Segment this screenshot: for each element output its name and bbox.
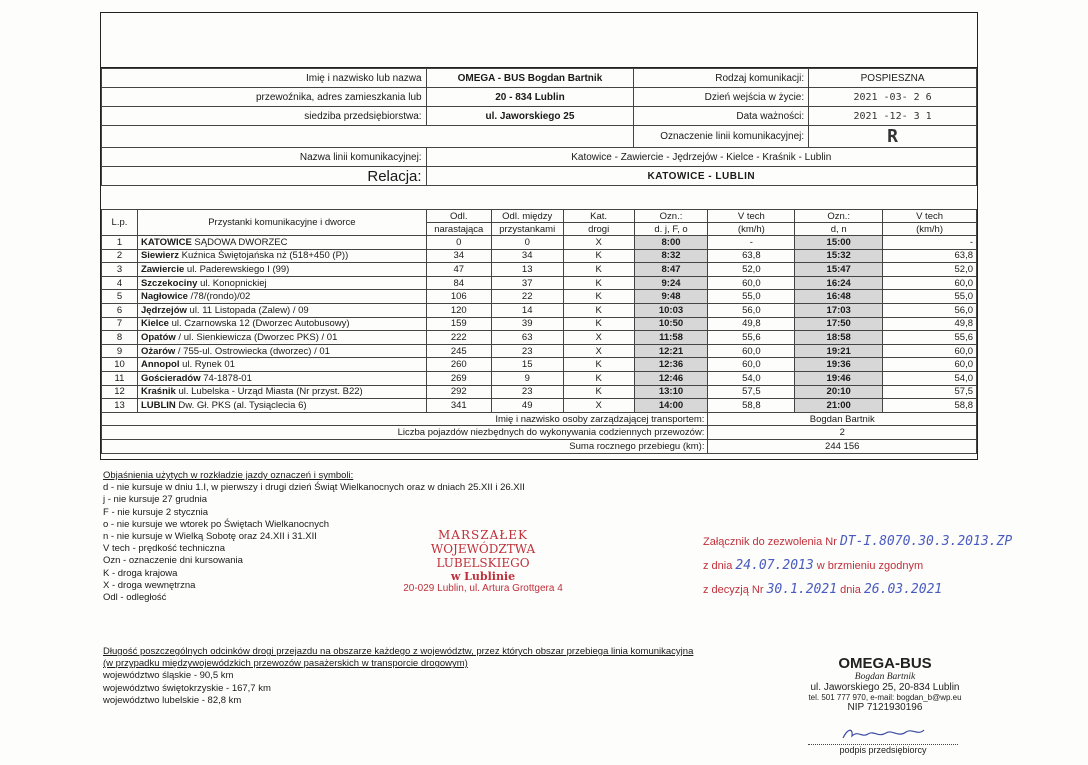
stop-detail: ul. Lubelska - Urząd Miasta (Nr przyst. B22) <box>175 386 363 398</box>
annex-permit-number: DT-I.8070.30.3.2013.ZP <box>839 534 1013 549</box>
row-lp: 7 <box>102 317 138 331</box>
row-stop <box>137 249 426 263</box>
table-row <box>102 303 977 317</box>
row-time-1: 13:10 <box>634 385 708 399</box>
stop-town: LUBLIN <box>140 399 176 411</box>
row-vtech-2: 55,0 <box>883 290 977 304</box>
row-kat: K <box>563 276 634 290</box>
stop-detail: ul. Konopnickiej <box>197 277 267 289</box>
table-row <box>102 290 977 304</box>
row-odl: 341 <box>426 399 491 413</box>
carrier-name: OMEGA - BUS Bogdan Bartnik <box>426 69 634 88</box>
row-vtech-2: 63,8 <box>883 249 977 263</box>
annex-note <box>703 530 1012 602</box>
col-kat-1: Kat. <box>563 210 634 223</box>
mileage-label: Suma rocznego przebiegu (km): <box>102 439 708 453</box>
note-item: F - nie kursuje 2 stycznia <box>103 506 209 518</box>
row-odl: 222 <box>426 331 491 345</box>
annex-l1-prefix: Załącznik do zezwolenia Nr <box>703 536 837 548</box>
row-odl: 47 <box>426 263 491 277</box>
line-code-label: Oznaczenie linii komunikacyjnej: <box>634 126 809 148</box>
stamp-line-2: WOJEWÓDZTWA LUBELSKIEGO <box>430 542 536 570</box>
row-kat: K <box>563 317 634 331</box>
annex-l2-suffix: w brzmieniu zgodnym <box>816 560 924 572</box>
stop-detail: Dw. Gł. PKS (al. Tysiąclecia 6) <box>175 399 307 411</box>
valid-label: Data ważności: <box>634 107 809 126</box>
row-time-1: 11:58 <box>634 331 708 345</box>
row-odl: 34 <box>426 249 491 263</box>
col-vt2-1: V tech <box>883 210 977 223</box>
type-label: Rodzaj komunikacji: <box>634 69 809 88</box>
row-stop <box>137 385 426 399</box>
stop-town: Siewierz <box>140 250 179 262</box>
start-date: 2021 -03- 2 6 <box>809 88 977 107</box>
signature-label: podpis przedsiębiorcy <box>839 745 927 755</box>
stop-town: Zawiercie <box>140 263 185 275</box>
row-time-2: 20:10 <box>795 385 883 399</box>
row-vtech-1: 58,8 <box>708 399 795 413</box>
stop-town: Opatów <box>140 331 176 343</box>
row-odl: 292 <box>426 385 491 399</box>
timetable-table <box>101 209 977 454</box>
row-vtech-1: 60,0 <box>708 358 795 372</box>
col-odl-n-2: narastająca <box>426 223 491 236</box>
stamp-line-4: 20-029 Lublin, ul. Artura Grottgera 4 <box>403 583 563 594</box>
row-time-2: 17:03 <box>795 303 883 317</box>
row-mid: 13 <box>491 263 563 277</box>
row-vtech-2: 49,8 <box>883 317 977 331</box>
row-odl: 159 <box>426 317 491 331</box>
stop-town: Gościeradów <box>140 372 201 384</box>
stop-town: Ożarów <box>140 345 176 357</box>
carrier-label-3: siedziba przedsiębiorstwa: <box>102 107 427 126</box>
row-stop <box>137 358 426 372</box>
col-stops: Przystanki komunikacyjne i dworce <box>137 210 426 236</box>
row-time-1: 10:03 <box>634 303 708 317</box>
row-vtech-2: - <box>883 236 977 250</box>
row-vtech-2: 56,0 <box>883 303 977 317</box>
table-row <box>102 344 977 358</box>
stop-detail: SĄDOWA DWORZEC <box>191 236 288 248</box>
row-time-1: 12:46 <box>634 371 708 385</box>
row-time-2: 16:48 <box>795 290 883 304</box>
stop-detail: /78/(rondo)/02 <box>187 291 251 303</box>
carrier-info-table <box>101 68 977 186</box>
row-odl: 0 <box>426 236 491 250</box>
signature-block <box>808 726 958 755</box>
row-kat: K <box>563 303 634 317</box>
row-lp: 9 <box>102 344 138 358</box>
row-vtech-1: 55,0 <box>708 290 795 304</box>
row-time-2: 19:36 <box>795 358 883 372</box>
row-vtech-1: 60,0 <box>708 276 795 290</box>
annex-l3-prefix: z decyzją Nr <box>703 584 764 596</box>
row-vtech-1: 57,5 <box>708 385 795 399</box>
note-item: Odl - odległość <box>103 592 167 604</box>
row-time-1: 10:50 <box>634 317 708 331</box>
type-value: POSPIESZNA <box>809 69 977 88</box>
company-stamp <box>790 655 980 713</box>
row-stop <box>137 399 426 413</box>
row-stop <box>137 303 426 317</box>
row-odl: 106 <box>426 290 491 304</box>
col-ozn2-1: Ozn.: <box>795 210 883 223</box>
mileage-value: 244 156 <box>708 439 977 453</box>
company-nip: NIP 7121930196 <box>847 702 923 713</box>
row-time-1: 14:00 <box>634 399 708 413</box>
distance-item: województwo śląskie - 90,5 km <box>103 670 234 682</box>
row-lp: 11 <box>102 371 138 385</box>
row-vtech-1: 49,8 <box>708 317 795 331</box>
row-time-1: 12:36 <box>634 358 708 372</box>
stop-detail: / 755-ul. Ostrowiecka (dworzec) / 01 <box>175 345 330 357</box>
stop-town: Szczekociny <box>140 277 198 289</box>
col-odl-m-2: przystankami <box>491 223 563 236</box>
row-vtech-1: - <box>708 236 795 250</box>
manager-label: Imię i nazwisko osoby zarządzającej transportem: <box>102 412 708 426</box>
row-vtech-2: 58,8 <box>883 399 977 413</box>
row-mid: 22 <box>491 290 563 304</box>
carrier-label-1: Imię i nazwisko lub nazwa <box>102 69 427 88</box>
row-mid: 63 <box>491 331 563 345</box>
row-vtech-1: 60,0 <box>708 344 795 358</box>
row-time-2: 15:32 <box>795 249 883 263</box>
timetable-frame <box>100 12 978 460</box>
col-lp: L.p. <box>102 210 138 236</box>
row-lp: 4 <box>102 276 138 290</box>
row-time-2: 15:00 <box>795 236 883 250</box>
note-item: Ozn - oznaczenie dni kursowania <box>103 555 243 567</box>
stamp-line-1: MARSZAŁEK <box>438 528 528 542</box>
row-lp: 10 <box>102 358 138 372</box>
row-mid: 23 <box>491 344 563 358</box>
row-kat: K <box>563 371 634 385</box>
row-stop <box>137 344 426 358</box>
line-code: R <box>809 126 977 148</box>
marshal-stamp <box>388 528 578 594</box>
row-stop <box>137 317 426 331</box>
stop-detail: Kuźnica Świętojańska nż (518+450 (P)) <box>178 250 349 262</box>
row-kat: X <box>563 399 634 413</box>
header-blank-area <box>101 13 977 68</box>
row-vtech-1: 52,0 <box>708 263 795 277</box>
row-kat: K <box>563 385 634 399</box>
table-row <box>102 385 977 399</box>
distance-item: województwo świętokrzyskie - 167,7 km <box>103 682 271 694</box>
row-vtech-2: 54,0 <box>883 371 977 385</box>
row-time-2: 19:46 <box>795 371 883 385</box>
row-vtech-2: 60,0 <box>883 358 977 372</box>
table-row <box>102 236 977 250</box>
annex-permit-date: 24.07.2013 <box>735 558 814 573</box>
row-time-1: 12:21 <box>634 344 708 358</box>
row-lp: 3 <box>102 263 138 277</box>
relation-value: KATOWICE - LUBLIN <box>426 167 976 186</box>
row-odl: 260 <box>426 358 491 372</box>
line-name: Katowice - Zawiercie - Jędrzejów - Kielce - Kraśnik - Lublin <box>426 148 976 167</box>
row-time-2: 16:24 <box>795 276 883 290</box>
row-lp: 2 <box>102 249 138 263</box>
col-ozn1-1: Ozn.: <box>634 210 708 223</box>
row-mid: 15 <box>491 358 563 372</box>
stop-town: Kraśnik <box>140 386 176 398</box>
row-kat: X <box>563 236 634 250</box>
col-vt1-2: (km/h) <box>708 223 795 236</box>
row-time-1: 8:32 <box>634 249 708 263</box>
row-kat: K <box>563 290 634 304</box>
stop-town: KATOWICE <box>140 236 192 248</box>
row-kat: K <box>563 249 634 263</box>
stop-town: Nagłowice <box>140 291 188 303</box>
row-odl: 245 <box>426 344 491 358</box>
row-lp: 12 <box>102 385 138 399</box>
row-kat: K <box>563 358 634 372</box>
signature-scribble <box>838 726 928 742</box>
stop-detail: ul. Paderewskiego I (99) <box>184 263 290 275</box>
blank-cell <box>102 126 427 148</box>
stop-town: Jędrzejów <box>140 304 187 316</box>
row-kat: X <box>563 331 634 345</box>
company-owner: Bogdan Bartnik <box>854 672 916 682</box>
row-stop <box>137 263 426 277</box>
table-row <box>102 263 977 277</box>
row-time-2: 17:50 <box>795 317 883 331</box>
stop-detail: ul. 11 Listopada (Zalew) / 09 <box>186 304 309 316</box>
row-mid: 37 <box>491 276 563 290</box>
row-time-2: 21:00 <box>795 399 883 413</box>
row-stop <box>137 276 426 290</box>
row-time-1: 9:48 <box>634 290 708 304</box>
row-lp: 13 <box>102 399 138 413</box>
table-row <box>102 331 977 345</box>
row-lp: 6 <box>102 303 138 317</box>
row-stop <box>137 331 426 345</box>
row-mid: 0 <box>491 236 563 250</box>
row-vtech-2: 57,5 <box>883 385 977 399</box>
row-vtech-2: 55,6 <box>883 331 977 345</box>
row-odl: 120 <box>426 303 491 317</box>
vehicles-label: Liczba pojazdów niezbędnych do wykonywania codziennych przewozów: <box>102 426 708 440</box>
note-item: X - droga wewnętrzna <box>103 579 196 591</box>
notes-title: Objaśnienia użytych w rozkładzie jazdy oznaczeń i symboli: <box>103 470 354 481</box>
table-row <box>102 317 977 331</box>
row-time-1: 9:24 <box>634 276 708 290</box>
timetable-rows <box>102 236 977 413</box>
row-vtech-1: 56,0 <box>708 303 795 317</box>
start-label: Dzień wejścia w życie: <box>634 88 809 107</box>
stop-detail: / ul. Sienkiewicza (Dworzec PKS) / 01 <box>175 331 338 343</box>
table-row <box>102 276 977 290</box>
note-item: n - nie kursuje w Wielką Sobotę oraz 24.XII i 31.XII <box>103 531 317 543</box>
carrier-street: ul. Jaworskiego 25 <box>426 107 634 126</box>
stop-town: Kielce <box>140 318 169 330</box>
route-distances <box>103 646 693 707</box>
stop-detail: ul. Rynek 01 <box>179 359 235 371</box>
row-lp: 5 <box>102 290 138 304</box>
row-lp: 8 <box>102 331 138 345</box>
blank-cell <box>426 126 634 148</box>
stop-town: Annopol <box>140 359 180 371</box>
col-vt2-2: (km/h) <box>883 223 977 236</box>
row-mid: 23 <box>491 385 563 399</box>
col-odl-n-1: Odl. <box>426 210 491 223</box>
company-address: ul. Jaworskiego 25, 20-834 Lublin <box>810 682 960 693</box>
col-odl-m-1: Odl. między <box>491 210 563 223</box>
relation-label: Relacja: <box>102 167 427 186</box>
row-stop <box>137 236 426 250</box>
note-item: K - droga krajowa <box>103 567 178 579</box>
manager-value: Bogdan Bartnik <box>708 412 977 426</box>
carrier-label-2: przewoźnika, adres zamieszkania lub <box>102 88 427 107</box>
table-row <box>102 358 977 372</box>
col-vt1-1: V tech <box>708 210 795 223</box>
carrier-city: 20 - 834 Lublin <box>426 88 634 107</box>
row-mid: 34 <box>491 249 563 263</box>
annex-decision-date: 26.03.2021 <box>863 582 943 597</box>
table-row <box>102 399 977 413</box>
row-time-1: 8:47 <box>634 263 708 277</box>
vehicles-value: 2 <box>708 426 977 440</box>
row-vtech-1: 55,6 <box>708 331 795 345</box>
row-time-2: 18:58 <box>795 331 883 345</box>
row-vtech-1: 63,8 <box>708 249 795 263</box>
row-odl: 84 <box>426 276 491 290</box>
row-vtech-1: 54,0 <box>708 371 795 385</box>
distances-title-1: Długość poszczególnych odcinków drogi przejazdu na obszarze każdego z województw, przez których obszar przebiega linia komunikacyjna <box>103 646 694 657</box>
row-time-2: 15:47 <box>795 263 883 277</box>
row-kat: K <box>563 263 634 277</box>
row-mid: 9 <box>491 371 563 385</box>
valid-date: 2021 -12- 3 1 <box>809 107 977 126</box>
row-mid: 39 <box>491 317 563 331</box>
row-mid: 49 <box>491 399 563 413</box>
col-ozn1-2: d. j, F, o <box>634 223 708 236</box>
table-row <box>102 371 977 385</box>
row-time-1: 8:00 <box>634 236 708 250</box>
stop-detail: 74-1878-01 <box>200 372 252 384</box>
row-vtech-2: 60,0 <box>883 344 977 358</box>
stop-detail: ul. Czarnowska 12 (Dworzec Autobusowy) <box>168 318 350 330</box>
row-vtech-2: 60,0 <box>883 276 977 290</box>
annex-l3-mid: dnia <box>840 584 861 596</box>
row-time-2: 19:21 <box>795 344 883 358</box>
distances-title-2: (w przypadku międzywojewódzkich przewozów pasażerskich w transporcie drogowym) <box>103 658 468 670</box>
note-item: d - nie kursuje w dniu 1.I, w pierwszy i drugi dzień Świąt Wielkanocnych oraz w dniach 25.XII i 26.XII <box>103 482 525 494</box>
table-row <box>102 249 977 263</box>
row-odl: 269 <box>426 371 491 385</box>
distance-item: województwo lubelskie - 82,8 km <box>103 694 242 706</box>
stamp-line-3: w Lublinie <box>450 570 516 583</box>
row-mid: 14 <box>491 303 563 317</box>
company-name: OMEGA-BUS <box>838 655 932 672</box>
row-kat: X <box>563 344 634 358</box>
row-stop <box>137 290 426 304</box>
col-kat-2: drogi <box>563 223 634 236</box>
company-contact: tel. 501 777 970, e-mail: bogdan_b@wp.eu <box>808 693 962 702</box>
line-name-label: Nazwa linii komunikacyjnej: <box>102 148 427 167</box>
note-item: o - nie kursuje we wtorek po Świętach Wielkanocnych <box>103 518 329 530</box>
note-item: j - nie kursuje 27 grudnia <box>103 494 208 506</box>
col-ozn2-2: d, n <box>795 223 883 236</box>
annex-l2-prefix: z dnia <box>703 560 733 572</box>
row-lp: 1 <box>102 236 138 250</box>
annex-decision-number: 30.1.2021 <box>766 582 838 597</box>
row-vtech-2: 52,0 <box>883 263 977 277</box>
note-item: V tech - prędkość techniczna <box>103 543 225 555</box>
row-stop <box>137 371 426 385</box>
